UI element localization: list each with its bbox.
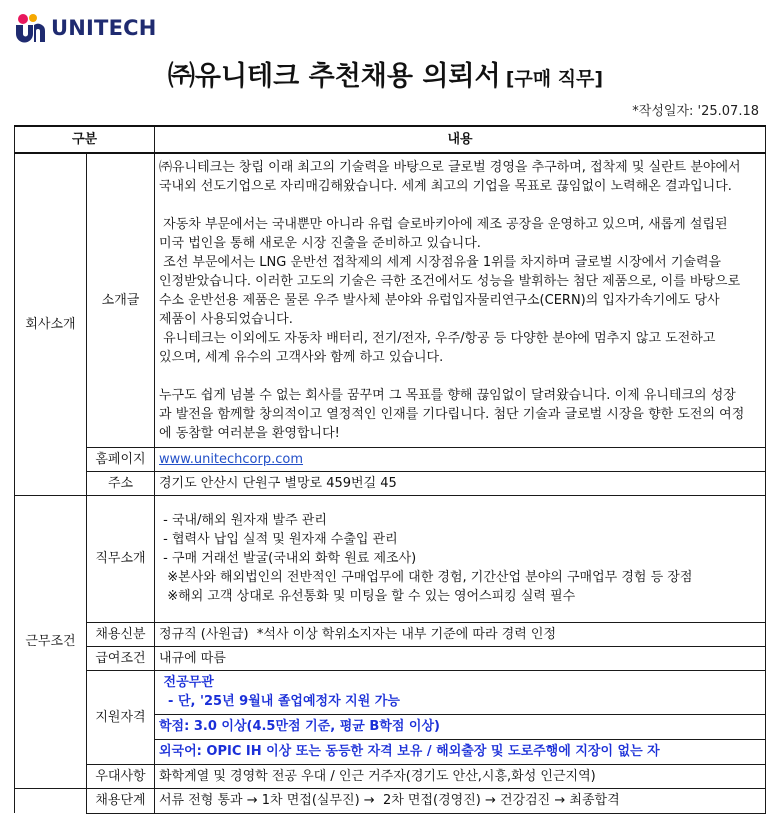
label-steps: 채용단계 <box>87 788 155 813</box>
label-preference: 우대사항 <box>87 764 155 788</box>
page-title <box>0 54 771 93</box>
text-line: 미국 법인을 통해 새로운 시장 진출을 준비하고 있습니다. <box>159 236 481 251</box>
text-line: ㈜유니테크는 창립 이래 최고의 기술력을 바탕으로 글로벌 경영을 추구하며, 접착제 및 실란트 분야에서 <box>159 160 741 175</box>
unitech-logo-icon <box>14 12 46 44</box>
recruitment-table <box>14 125 766 814</box>
steps-value: 서류 전형 통과 → 1차 면접(실무진) → 2차 면접(경영진) → 건강검진 → 최종합격 <box>155 788 766 813</box>
title-main: ㈜유니테크 추천채용 의뢰서 <box>167 61 501 92</box>
label-type: 채용신분 <box>87 622 155 646</box>
homepage-link[interactable]: www.unitechcorp.com <box>159 451 304 467</box>
text-line: 유니테크는 이외에도 자동차 배터리, 전기/전자, 우주/항공 등 다양한 분야에 멈추지 않고 도전하고 <box>159 331 716 346</box>
text-line: 국내외 선도기업으로 자리매김해왔습니다. 세계 최고의 기업을 목표로 끊임없이 노력해온 결과입니다. <box>159 179 732 194</box>
table-header-row <box>15 126 766 153</box>
row-salary <box>15 646 766 670</box>
logo-text: UNITECH <box>51 16 157 40</box>
major-line: 전공무관 <box>159 675 214 690</box>
major-note: - 단, '25년 9월내 졸업예정자 지원 가능 <box>159 694 400 709</box>
text-line: 누구도 쉽게 넘볼 수 없는 회사를 꿈꾸며 그 목표를 향해 끊임없이 달려왔습니다. 이제 유니테크의 성장 <box>159 388 736 403</box>
homepage-cell <box>155 447 766 471</box>
label-salary: 급여조건 <box>87 646 155 670</box>
company-logo <box>14 12 157 44</box>
label-homepage: 홈페이지 <box>87 447 155 471</box>
duty-text <box>155 495 766 622</box>
duty-line: - 협력사 납입 실적 및 원자재 수출입 관리 <box>159 532 398 547</box>
text-line: 있으며, 세계 유수의 고객사와 함께 하고 있습니다. <box>159 350 444 365</box>
label-intro: 소개글 <box>87 153 155 447</box>
text-line: 수소 운반선용 제품은 물론 우주 발사체 분야와 유럽입자물리연구소(CERN)의 입자가속기에도 당사 <box>159 293 720 308</box>
qualification-major <box>155 670 766 714</box>
row-homepage <box>15 447 766 471</box>
duty-line: ※해외 고객 상대로 유선통화 및 미팅을 할 수 있는 영어스피킹 실력 필수 <box>159 589 576 604</box>
text-line: 과 발전을 함께할 창의적이고 열정적인 인재를 기다립니다. 첨단 기술과 글로벌 시장을 향한 도전의 여정 <box>159 407 745 422</box>
duty-line: - 국내/해외 원자재 발주 관리 <box>159 513 327 528</box>
row-qualification <box>15 670 766 714</box>
intro-paragraph-2 <box>159 215 761 367</box>
address-value: 경기도 안산시 단원구 별망로 459번길 45 <box>155 471 766 495</box>
duty-line: - 구매 거래선 발굴(국내외 화학 원료 제조사) <box>159 551 417 566</box>
row-duty <box>15 495 766 622</box>
qualification-language: 외국어: OPIC IH 이상 또는 동등한 자격 보유 / 해외출장 및 도로주행에 지장이 없는 자 <box>155 739 766 764</box>
category-company: 회사소개 <box>15 153 87 495</box>
qualification-gpa: 학점: 3.0 이상(4.5만점 기준, 평균 B학점 이상) <box>155 714 766 739</box>
label-duty: 직무소개 <box>87 495 155 622</box>
document-date: *작성일자: '25.07.18 <box>632 104 759 119</box>
text-line: 에 동참할 여러분을 환영합니다! <box>159 426 340 441</box>
row-intro <box>15 153 766 447</box>
type-value: 정규직 (사원급) *석사 이상 학위소지자는 내부 기준에 따라 경력 인정 <box>155 622 766 646</box>
salary-value: 내규에 따름 <box>155 646 766 670</box>
text-line: 자동차 부문에서는 국내뿐만 아니라 유럽 슬로바키아에 제조 공장을 운영하고 있으며, 새롭게 설립된 <box>159 217 728 232</box>
category-work: 근무조건 <box>15 495 87 788</box>
intro-text <box>155 153 766 447</box>
row-type <box>15 622 766 646</box>
row-preference <box>15 764 766 788</box>
text-line: 조선 부문에서는 LNG 운반선 접착제의 세계 시장점유율 1위를 차지하며 글로벌 시장에서 기술력을 <box>159 255 722 270</box>
row-address <box>15 471 766 495</box>
category-blank <box>15 788 87 813</box>
text-line: 제품이 사용되었습니다. <box>159 312 293 327</box>
header-category: 구분 <box>15 126 155 153</box>
duty-line: ※본사와 해외법인의 전반적인 구매업무에 대한 경험, 기간산업 분야의 구매업무 경험 등 장점 <box>159 570 693 585</box>
title-sub: [구매 직무] <box>505 68 604 90</box>
intro-paragraph-1 <box>159 158 761 196</box>
row-steps <box>15 788 766 813</box>
label-qualification: 지원자격 <box>87 670 155 764</box>
label-address: 주소 <box>87 471 155 495</box>
header-content: 내용 <box>155 126 766 153</box>
preference-value: 화학계열 및 경영학 전공 우대 / 인근 거주자(경기도 안산,시흥,화성 인근지역) <box>155 764 766 788</box>
intro-paragraph-3 <box>159 386 761 443</box>
text-line: 인정받았습니다. 이러한 고도의 기술은 극한 조건에서도 성능을 발휘하는 첨단 제품으로, 이를 바탕으로 <box>159 274 741 289</box>
